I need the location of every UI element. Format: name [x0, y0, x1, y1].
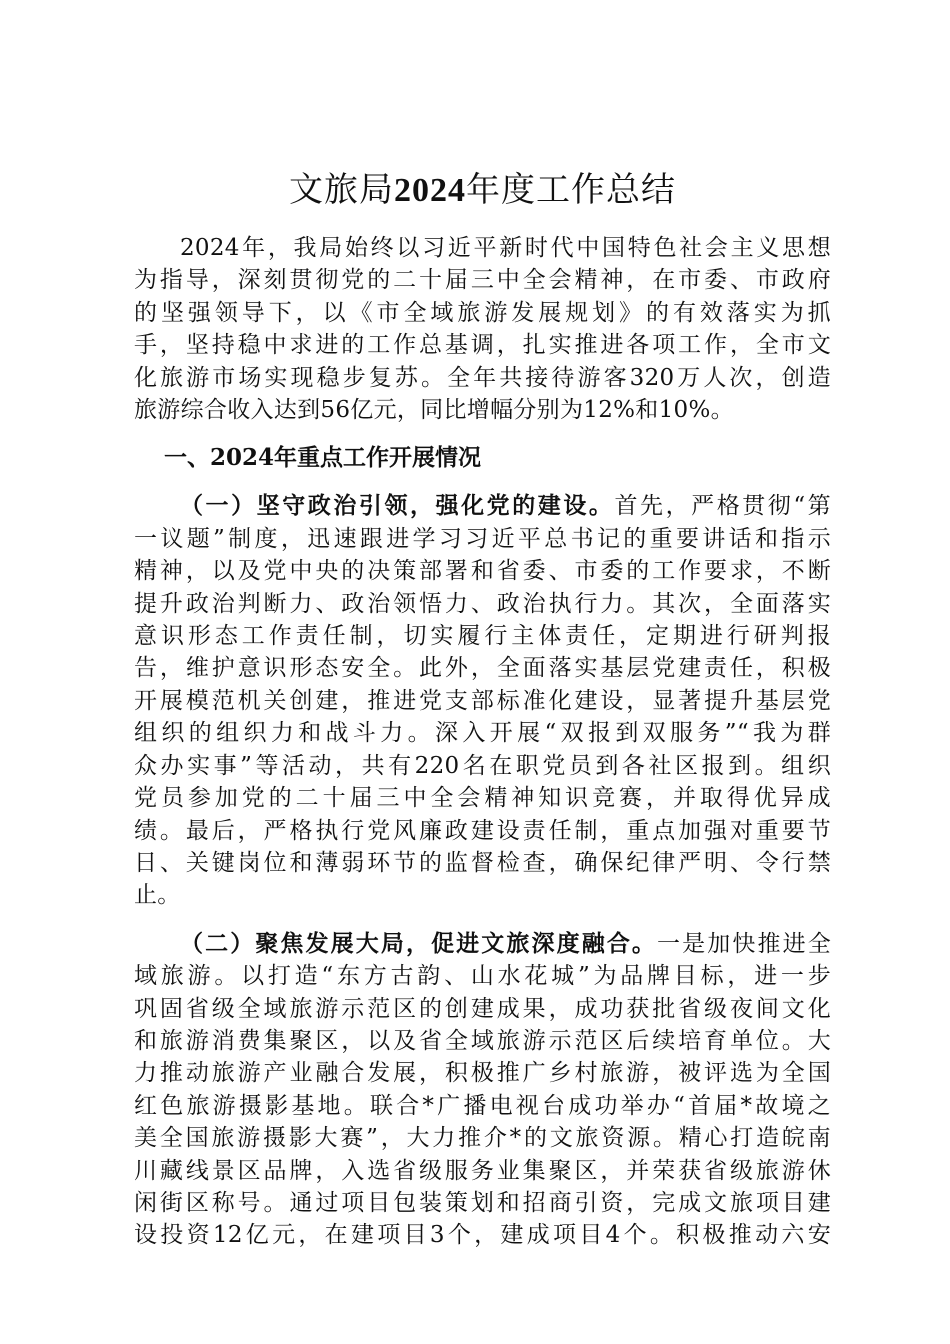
- sub1-line: [134, 782, 831, 814]
- intro-line: [134, 329, 831, 361]
- sub2-text: 红色旅游摄影基地。联合*广播电视台成功举办“首届*故境之: [134, 1092, 831, 1119]
- sub2-text: 力推动旅游产业融合发展，积极推广乡村旅游，被评选为全国: [134, 1060, 831, 1087]
- sub1-text: 精神，以及党中央的决策部署和省委、市委的工作要求，不断: [134, 558, 831, 585]
- sub1-text: 众办实事”等活动，共有220名在职党员到各社区报到。组织: [134, 752, 831, 779]
- sub1-text: 提升政治判断力、政治领悟力、政治执行力。其次，全面落实: [134, 590, 831, 617]
- sub2-text: 和旅游消费集聚区，以及省全域旅游示范区后续培育单位。大: [134, 1027, 831, 1054]
- sub2-line: [134, 1025, 831, 1057]
- sub1-text: 开展模范机关创建，推进党支部标准化建设，显著提升基层党: [134, 687, 831, 714]
- sub1-text: 组织的组织力和战斗力。深入开展“双报到双服务”“我为群: [134, 720, 831, 747]
- sub2-text: 巩固省级全域旅游示范区的创建成果，成功获批省级夜间文化: [134, 995, 831, 1022]
- sub1-line: [134, 750, 831, 782]
- sub1-text: 党员参加党的二十届三中全会精神知识竞赛，并取得优异成: [134, 785, 831, 812]
- subsection-2-paragraph: [134, 928, 831, 1252]
- title-suffix: 年度工作总结: [466, 172, 676, 209]
- sub2-line: [134, 1122, 831, 1154]
- sub2-text: 美全国旅游摄影大赛”，大力推介*的文旅资源。精心打造皖南: [134, 1125, 831, 1152]
- sub2-line: [134, 1090, 831, 1122]
- sub2-text: 域旅游。以打造“东方古韵、山水花城”为品牌目标，进一步: [134, 963, 831, 990]
- intro-line: [134, 394, 831, 426]
- sub1-text: 告，维护意识形态安全。此外，全面落实基层党建责任，积极: [134, 655, 831, 682]
- sub1-line: [134, 523, 831, 555]
- sub1-text: 一议题”制度，迅速跟进学习习近平总书记的重要讲话和指示: [134, 525, 831, 552]
- sub1-line: [134, 490, 831, 522]
- sub1-text: 止。: [134, 882, 181, 909]
- sub1-text: 首先，严格贯彻“第: [614, 493, 831, 520]
- sub2-line: [134, 1057, 831, 1089]
- document-page: [134, 168, 831, 1268]
- document-title: [134, 168, 831, 214]
- sub1-line: [134, 652, 831, 684]
- sub2-line: [134, 960, 831, 992]
- sub2-line: [134, 928, 831, 960]
- intro-line: [134, 264, 831, 296]
- sub1-line: [134, 588, 831, 620]
- sub2-line: [134, 1219, 831, 1251]
- title-prefix: 文旅局: [289, 172, 394, 209]
- sub1-line: [134, 555, 831, 587]
- sub1-line: [134, 815, 831, 847]
- intro-text: 手，坚持稳中求进的工作总基调，扎实推进各项工作，全市文: [134, 332, 831, 359]
- sub1-text: 日、关键岗位和薄弱环节的监督检查，确保纪律严明、令行禁: [134, 849, 831, 876]
- sub2-line: [134, 993, 831, 1025]
- sub2-text: 设投资12亿元，在建项目3个，建成项目4个。积极推动六安: [134, 1222, 831, 1249]
- sub1-lead: （一）坚守政治引领，强化党的建设。: [180, 492, 615, 520]
- intro-text: 旅游综合收入达到56亿元，同比增幅分别为12%和10%。: [134, 397, 734, 424]
- sub1-line: [134, 879, 831, 911]
- subsection-1-paragraph: [134, 490, 831, 911]
- sub1-line: [134, 685, 831, 717]
- intro-text: 化旅游市场实现稳步复苏。全年共接待游客320万人次，创造: [134, 364, 831, 391]
- sub1-line: [134, 620, 831, 652]
- sub2-line: [134, 1155, 831, 1187]
- sub1-line: [134, 847, 831, 879]
- intro-text: 的坚强领导下，以《市全域旅游发展规划》的有效落实为抓: [134, 299, 831, 326]
- sub1-line: [134, 717, 831, 749]
- intro-text: 为指导，深刻贯彻党的二十届三中全会精神，在市委、市政府: [134, 267, 831, 294]
- intro-text: 2024年，我局始终以习近平新时代中国特色社会主义思想: [180, 235, 831, 261]
- sub2-text: 川藏线景区品牌，入选省级服务业集聚区，并荣获省级旅游休: [134, 1157, 831, 1184]
- section-heading-1: 一、2024年重点工作开展情况: [164, 444, 482, 472]
- intro-paragraph: [134, 232, 831, 426]
- sub1-text: 意识形态工作责任制，切实履行主体责任，定期进行研判报: [134, 623, 831, 650]
- sub2-lead: （二）聚焦发展大局，促进文旅深度融合。: [180, 929, 658, 957]
- sub1-text: 绩。最后，严格执行党风廉政建设责任制，重点加强对重要节: [134, 817, 831, 844]
- sub2-text: 一是加快推进全: [657, 930, 831, 957]
- intro-line: [134, 232, 831, 264]
- sub2-line: [134, 1187, 831, 1219]
- intro-line: [134, 362, 831, 394]
- sub2-text: 闲街区称号。通过项目包装策划和招商引资，完成文旅项目建: [134, 1189, 831, 1216]
- intro-line: [134, 297, 831, 329]
- title-year: 2024: [394, 172, 466, 209]
